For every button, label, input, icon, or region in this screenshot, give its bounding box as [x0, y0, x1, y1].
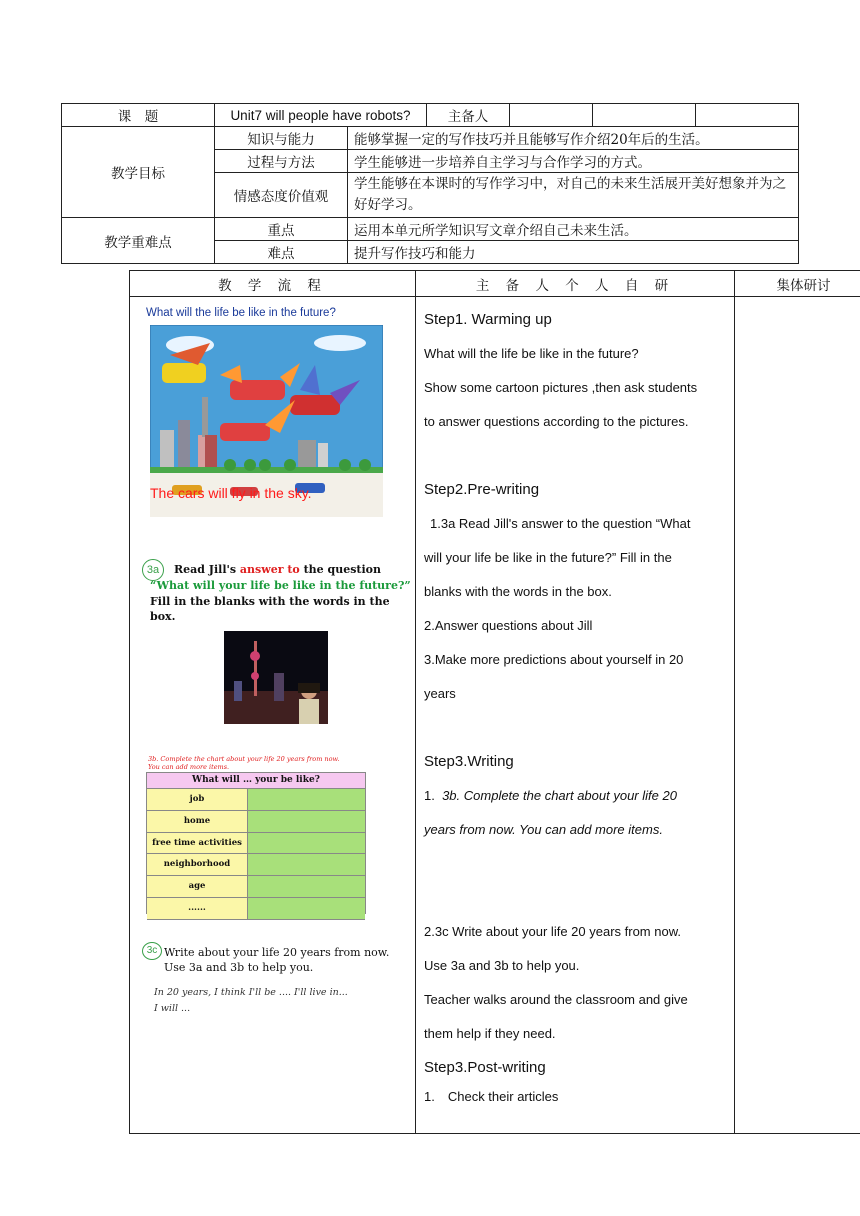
pic3-chart-row: [147, 789, 365, 811]
step2-line6: years: [424, 686, 456, 701]
key-label-focus: 重点: [215, 218, 348, 241]
pic3-chart-row-label: job: [147, 789, 248, 810]
pic2-line2: “What will your life be like in the future?”: [150, 579, 411, 592]
pic4-line4: I will ...: [154, 1003, 191, 1014]
pic3-chart-row: [147, 811, 365, 833]
pic4-line3: In 20 years, I think I'll be .... I'll live in...: [154, 987, 348, 998]
blank-line: [424, 847, 728, 881]
step3-title: Step3.Writing: [424, 753, 514, 770]
pic3-instr1: 3b. Complete the chart about your life 20 years from now.: [148, 755, 340, 763]
goal-text-process: 学生能够进一步培养自主学习与合作学习的方式。: [348, 150, 799, 173]
step1-line1: What will the life be like in the future?: [424, 346, 639, 361]
prep-steps-cell: [416, 297, 735, 1134]
pic3-chart-row-label: neighborhood: [147, 854, 248, 875]
step1-line2: Show some cartoon pictures ,then ask students: [424, 380, 698, 395]
step1-title: Step1. Warming up: [424, 311, 552, 328]
pic3-chart-row-blank: [248, 898, 365, 919]
step1-line3: to answer questions according to the pictures.: [424, 414, 689, 429]
lead-label: 主备人: [427, 104, 510, 127]
blank-line: [424, 881, 728, 915]
goals-label: 教学目标: [62, 127, 215, 218]
lead-cell-3: [696, 104, 799, 127]
goal-text-emotion: 学生能够在本课时的写作学习中，对自己的未来生活展开美好想象并为之好好学习。: [348, 173, 799, 218]
goal-text-knowledge: 能够掌握一定的写作技巧并且能够写作介绍20年后的生活。: [348, 127, 799, 150]
group-discussion-cell: [735, 297, 860, 1134]
key-label: 教学重难点: [62, 218, 215, 264]
key-text-difficulty: 提升写作技巧和能力: [348, 241, 799, 264]
step2-line1: 1.3a Read Jill's answer to the question “What: [430, 516, 691, 531]
pic1-title: What will the life be like in the future?: [146, 307, 336, 319]
step3-line6: them help if they need.: [424, 1026, 556, 1041]
step3-line4: Use 3a and 3b to help you.: [424, 958, 580, 973]
blank-line: [424, 439, 728, 473]
teaching-process-table: [129, 270, 860, 1134]
step2-line3: blanks with the words in the box.: [424, 584, 612, 599]
step4-line1: 1. Check their articles: [424, 1089, 559, 1104]
pic3-chart-row-label: age: [147, 876, 248, 897]
pic2-line4: box.: [150, 610, 176, 623]
pic3-chart-row: [147, 854, 365, 876]
pic4-line2: Use 3a and 3b to help you.: [164, 961, 314, 974]
pic4-badge: 3c: [142, 942, 162, 960]
lesson-info-table: [61, 103, 799, 264]
pic3-chart-row-label: home: [147, 811, 248, 832]
lead-cell-2: [593, 104, 696, 127]
pic4-line1: Write about your life 20 years from now.: [164, 946, 390, 959]
step3-line1: 1. 3b. Complete the chart about your life 20: [424, 788, 677, 803]
col-flow-header: 教 学 流 程: [130, 271, 416, 297]
pic2-line1: Read Jill's answer to the question: [174, 563, 381, 576]
goal-label-emotion: 情感态度价值观: [215, 173, 348, 218]
pic1-caption: The cars will fly in the sky.: [150, 485, 312, 501]
blank-line: [424, 711, 728, 745]
goal-label-knowledge: 知识与能力: [215, 127, 348, 150]
goal-label-process: 过程与方法: [215, 150, 348, 173]
lead-cell-1: [510, 104, 593, 127]
pic3-chart-row-label: ......: [147, 898, 248, 919]
col-group-header: 集体研讨: [735, 271, 860, 297]
pic2-badge: 3a: [142, 559, 164, 581]
topic-label: 课 题: [62, 104, 215, 127]
pic3-chart-row-blank: [248, 876, 365, 897]
col-prep-header: 主 备 人 个 人 自 研: [416, 271, 735, 297]
pic3-chart-row: [147, 898, 365, 920]
pic3-chart-row-blank: [248, 811, 365, 832]
step3-line5: Teacher walks around the classroom and give: [424, 992, 688, 1007]
pic3-chart: [146, 772, 366, 914]
pic2-line3: Fill in the blanks with the words in the: [150, 595, 390, 608]
step2-line4: 2.Answer questions about Jill: [424, 618, 593, 633]
step2-line2: will your life be like in the future?” Fill in the: [424, 550, 672, 565]
pic3-chart-row-label: free time activities: [147, 833, 248, 854]
pic3-instr2: You can add more items.: [148, 763, 230, 771]
pic3-chart-row: [147, 833, 365, 855]
pic3-chart-header: What will … your be like?: [147, 773, 365, 789]
pic3-chart-row-blank: [248, 854, 365, 875]
topic-value: Unit7 will people have robots?: [215, 104, 427, 127]
flow-images-cell: [130, 297, 416, 1134]
key-text-focus: 运用本单元所学知识写文章介绍自己未来生活。: [348, 218, 799, 241]
key-label-difficulty: 难点: [215, 241, 348, 264]
pic3-chart-row-blank: [248, 789, 365, 810]
night-city-photo: [224, 631, 328, 724]
step2-title: Step2.Pre-writing: [424, 481, 540, 498]
step2-line5: 3.Make more predictions about yourself in 20: [424, 652, 684, 667]
step3-line2: years from now. You can add more items.: [424, 822, 663, 837]
step3-line3: 2.3c Write about your life 20 years from now.: [424, 924, 681, 939]
step4-title: Step3.Post-writing: [424, 1059, 546, 1076]
pic3-chart-row-blank: [248, 833, 365, 854]
pic3-chart-row: [147, 876, 365, 898]
